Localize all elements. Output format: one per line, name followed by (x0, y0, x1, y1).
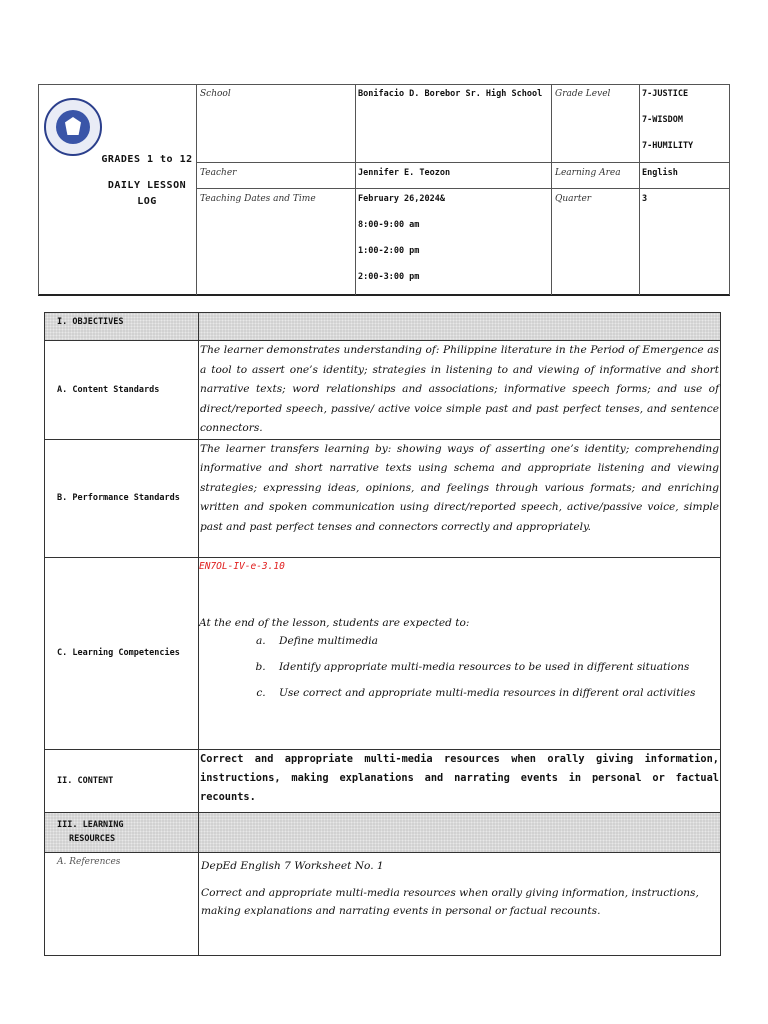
dates-value: 1:00-2:00 pm (358, 246, 420, 256)
dll-title (98, 152, 196, 220)
learning-competencies-label: C. Learning Competencies (45, 557, 199, 749)
content-label: II. CONTENT (45, 749, 199, 812)
references-cell (199, 852, 721, 955)
content-standards-label: A. Content Standards (45, 341, 199, 440)
performance-standards-text: The learner transfers learning by: showing ways of asserting one’s identity; comprehending informative and short narrative texts using schema and appropriate listening and viewing strategies; expressing ideas, opinions, and feelings through various formats; and enriching written and spoken communication using direct/reported speech, active/passive voice, simple past and past perfect tenses and connectors correctly and appropriately. (199, 439, 721, 557)
learning-resources-heading-line: RESOURCES (69, 834, 116, 844)
school-label: School (200, 89, 231, 99)
deped-seal-logo (44, 98, 102, 156)
header-top-border (38, 84, 730, 85)
learning-competencies-row (45, 557, 721, 749)
references-line: DepEd English 7 Worksheet No. 1 (201, 859, 384, 872)
performance-standards-label: B. Performance Standards (45, 439, 199, 557)
competency-intro: At the end of the lesson, students are expected to: (199, 616, 470, 629)
quarter-value: 3 (642, 194, 648, 204)
grade-level-value: 7-WISDOM (642, 115, 683, 125)
header-right-border (729, 84, 730, 295)
competency-item: a. Define multimedia (269, 632, 720, 650)
header-divider (639, 84, 640, 295)
hatched-cell (199, 812, 721, 852)
header-divider (355, 84, 356, 295)
dates-value: 8:00-9:00 am (358, 220, 420, 230)
learning-area-label: Learning Area (555, 168, 621, 178)
learning-resources-header-row (45, 812, 721, 852)
dates-value: 2:00-3:00 pm (358, 272, 420, 282)
teacher-value: Jennifer E. Teozon (358, 168, 451, 178)
objectives-heading-text: I. OBJECTIVES (57, 317, 124, 327)
title-line: DAILY LESSON (107, 180, 187, 191)
grade-level-value: 7-HUMILITY (642, 141, 694, 151)
learning-competencies-cell (199, 557, 721, 749)
grade-level-value: 7-JUSTICE (642, 89, 689, 99)
learning-area-value: English (642, 168, 678, 178)
objectives-heading (45, 313, 199, 341)
content-standards-row (45, 341, 721, 440)
competency-item: c. Use correct and appropriate multi-media resources in different oral activities (269, 684, 720, 702)
teacher-label: Teacher (200, 168, 237, 178)
header-row-divider (196, 188, 729, 189)
content-row (45, 749, 721, 812)
spacer (199, 576, 720, 614)
title-line: GRADES 1 to 12 (101, 154, 193, 165)
references-row (45, 852, 721, 955)
performance-standards-row (45, 439, 721, 557)
references-line: Correct and appropriate multi-media resources when orally giving information, instructions, making explanations and narrating events in personal or factual recounts. (201, 886, 699, 917)
learning-resources-heading-line: III. LEARNING (57, 820, 124, 830)
lesson-log-table (44, 312, 721, 956)
objectives-header-row (45, 313, 721, 341)
content-text: Correct and appropriate multi-media resources when orally giving information, instructions, making explanations and narrating events in personal or factual recounts. (199, 749, 721, 812)
competency-list (199, 632, 720, 702)
dates-value: February 26,2024& (358, 194, 445, 204)
competency-code: EN7OL-IV-e-3.10 (199, 560, 285, 572)
content-standards-text: The learner demonstrates understanding of: Philippine literature in the Period of Emergence as a tool to assert one’s identity; strategies in listening to and viewing of informative and short narrative texts; word relationships and associations; informative speech forms; and use of direct/reported speech, passive/ active voice simple past and past perfect tenses, and sentence connectors. (199, 341, 721, 440)
school-value: Bonifacio D. Borebor Sr. High School (358, 89, 543, 99)
learning-resources-heading (45, 812, 199, 852)
references-label: A. References (45, 852, 199, 955)
header-bottom-border (38, 294, 730, 296)
header-row-divider (196, 162, 729, 163)
hatched-cell (199, 313, 721, 341)
header-divider (551, 84, 552, 295)
grade-level-label: Grade Level (555, 89, 611, 99)
title-line: LOG (137, 196, 157, 207)
header-left-border (38, 84, 39, 295)
dates-label: Teaching Dates and Time (200, 194, 316, 204)
competency-item: b. Identify appropriate multi-media resources to be used in different situations (269, 658, 720, 676)
quarter-label: Quarter (555, 194, 592, 204)
header-divider (196, 84, 197, 295)
